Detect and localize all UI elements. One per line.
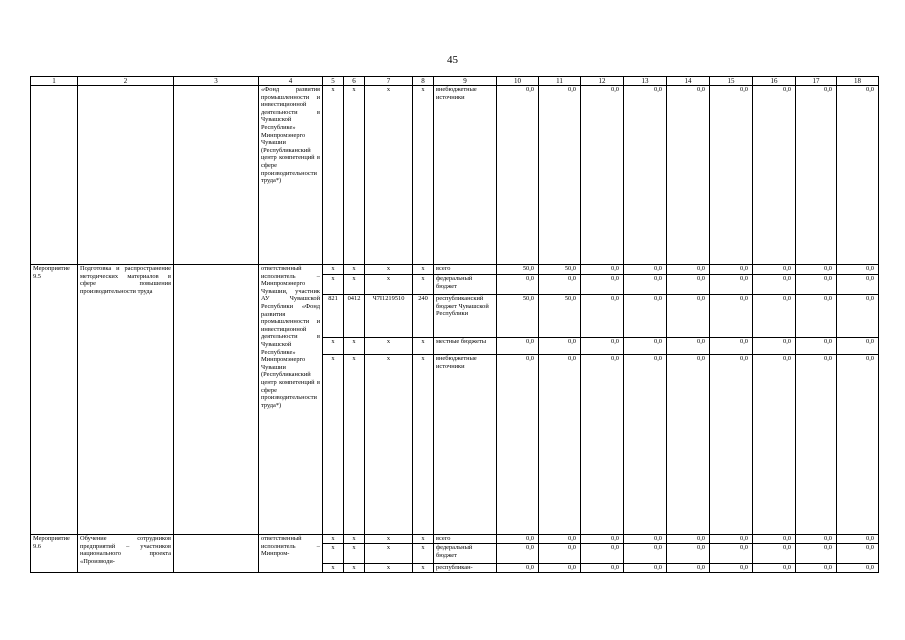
cell-amount: 0,0	[539, 338, 581, 355]
column-header: 13	[624, 77, 667, 86]
cell-amount: 0,0	[710, 355, 753, 535]
cell-amount: 0,0	[624, 355, 667, 535]
cell-col3-empty	[174, 535, 259, 573]
cell-target-article: x	[365, 338, 413, 355]
cell-amount: 0,0	[497, 338, 539, 355]
header-row	[31, 77, 879, 86]
cell-amount: 0,0	[710, 275, 753, 295]
cell-section: 0412	[344, 295, 365, 338]
cell-amount: 0,0	[796, 338, 837, 355]
column-header: 8	[413, 77, 434, 86]
cell-amount: 0,0	[837, 564, 879, 573]
cell-amount: 0,0	[837, 535, 879, 544]
column-header: 18	[837, 77, 879, 86]
cell-amount: 0,0	[710, 338, 753, 355]
cell-funding-source: всего	[434, 535, 497, 544]
cell-amount: 0,0	[581, 265, 624, 275]
column-header: 11	[539, 77, 581, 86]
column-header: 4	[259, 77, 323, 86]
cell-section: x	[344, 275, 365, 295]
cell-grbs: x	[323, 355, 344, 535]
cell-executor: ответственный исполнитель – Минпромэнерго Чувашии, участник АУ Чувашской Республики «Фонд развития промышленности и инвестиционной деятельности в Чувашской Республике» Минпромэнерго Чувашии (Республиканский центр компетенций в сфере производительности труда*)	[259, 265, 323, 535]
column-header: 7	[365, 77, 413, 86]
cell-grbs: x	[323, 265, 344, 275]
cell-funding-source: внебюджетные источники	[434, 86, 497, 265]
cell-executor: ответственный исполнитель – Минпром-	[259, 535, 323, 573]
column-header: 5	[323, 77, 344, 86]
cell-grbs: x	[323, 338, 344, 355]
cell-amount: 0,0	[796, 355, 837, 535]
cell-amount: 0,0	[624, 564, 667, 573]
cell-amount: 0,0	[796, 265, 837, 275]
cell-amount: 0,0	[667, 564, 710, 573]
cell-amount: 0,0	[837, 86, 879, 265]
cell-expense-group: x	[413, 544, 434, 564]
cell-amount: 0,0	[667, 275, 710, 295]
cell-amount: 0,0	[497, 544, 539, 564]
cell-target-article: x	[365, 86, 413, 265]
cell-amount: 0,0	[581, 535, 624, 544]
page-number: 45	[447, 54, 458, 66]
cell-expense-group: x	[413, 265, 434, 275]
column-header: 6	[344, 77, 365, 86]
cell-section: x	[344, 564, 365, 573]
cell-amount: 0,0	[497, 275, 539, 295]
cell-expense-group: x	[413, 564, 434, 573]
cell-amount: 0,0	[539, 86, 581, 265]
column-header: 12	[581, 77, 624, 86]
cell-amount: 0,0	[753, 86, 796, 265]
cell-amount: 0,0	[667, 338, 710, 355]
cell-amount: 0,0	[624, 265, 667, 275]
cell-amount: 50,0	[497, 295, 539, 338]
cell-expense-group: x	[413, 355, 434, 535]
cell-section: x	[344, 265, 365, 275]
cell-expense-group: x	[413, 338, 434, 355]
cell-grbs: x	[323, 544, 344, 564]
column-header: 2	[78, 77, 174, 86]
cell-amount: 0,0	[753, 564, 796, 573]
cell-amount: 0,0	[667, 535, 710, 544]
cell-measure-empty	[31, 86, 78, 265]
cell-target-article: x	[365, 564, 413, 573]
cell-section: x	[344, 535, 365, 544]
column-header: 10	[497, 77, 539, 86]
cell-grbs: x	[323, 535, 344, 544]
table-row	[31, 86, 879, 265]
cell-amount: 0,0	[753, 338, 796, 355]
cell-amount: 0,0	[624, 338, 667, 355]
cell-amount: 0,0	[837, 295, 879, 338]
cell-amount: 0,0	[753, 295, 796, 338]
cell-amount: 0,0	[581, 355, 624, 535]
cell-amount: 0,0	[624, 535, 667, 544]
table-row	[31, 535, 879, 544]
cell-amount: 0,0	[624, 86, 667, 265]
cell-amount: 0,0	[539, 535, 581, 544]
cell-expense-group: 240	[413, 295, 434, 338]
cell-expense-group: x	[413, 535, 434, 544]
column-header: 1	[31, 77, 78, 86]
cell-name-empty	[78, 86, 174, 265]
cell-funding-source: всего	[434, 265, 497, 275]
cell-amount: 0,0	[796, 275, 837, 295]
cell-col3-empty	[174, 265, 259, 535]
cell-expense-group: x	[413, 86, 434, 265]
cell-target-article: x	[365, 265, 413, 275]
cell-amount: 0,0	[581, 86, 624, 265]
cell-section: x	[344, 86, 365, 265]
cell-amount: 0,0	[667, 544, 710, 564]
cell-amount: 0,0	[837, 275, 879, 295]
cell-amount: 0,0	[581, 338, 624, 355]
cell-amount: 50,0	[497, 265, 539, 275]
table-row	[31, 265, 879, 275]
cell-expense-group: x	[413, 275, 434, 295]
cell-amount: 0,0	[837, 544, 879, 564]
cell-target-article: Ч7I1219510	[365, 295, 413, 338]
cell-funding-source: местные бюджеты	[434, 338, 497, 355]
cell-measure-number: Мероприятие 9.5	[31, 265, 78, 535]
cell-amount: 0,0	[753, 544, 796, 564]
cell-amount: 0,0	[581, 295, 624, 338]
cell-amount: 0,0	[497, 355, 539, 535]
cell-amount: 0,0	[710, 564, 753, 573]
cell-amount: 50,0	[539, 295, 581, 338]
cell-funding-source: республикан-	[434, 564, 497, 573]
column-header: 9	[434, 77, 497, 86]
cell-grbs: x	[323, 86, 344, 265]
cell-amount: 0,0	[710, 295, 753, 338]
cell-amount: 0,0	[497, 535, 539, 544]
cell-grbs: 821	[323, 295, 344, 338]
cell-amount: 0,0	[667, 355, 710, 535]
cell-amount: 0,0	[581, 275, 624, 295]
cell-funding-source: федеральный бюджет	[434, 544, 497, 564]
cell-target-article: x	[365, 355, 413, 535]
cell-amount: 0,0	[837, 338, 879, 355]
cell-amount: 0,0	[796, 295, 837, 338]
cell-amount: 50,0	[539, 265, 581, 275]
cell-funding-source: республиканский бюджет Чувашской Республики	[434, 295, 497, 338]
cell-amount: 0,0	[753, 535, 796, 544]
cell-section: x	[344, 544, 365, 564]
cell-section: x	[344, 338, 365, 355]
cell-target-article: x	[365, 275, 413, 295]
cell-amount: 0,0	[796, 86, 837, 265]
cell-amount: 0,0	[710, 265, 753, 275]
cell-amount: 0,0	[753, 265, 796, 275]
cell-col3-empty	[174, 86, 259, 265]
cell-amount: 0,0	[667, 265, 710, 275]
cell-amount: 0,0	[624, 544, 667, 564]
column-header: 16	[753, 77, 796, 86]
cell-amount: 0,0	[796, 544, 837, 564]
cell-funding-source: внебюджетные источники	[434, 355, 497, 535]
cell-executor: «Фонд развития промышленности и инвестиционной деятельности в Чувашской Республике» Минпромэнерго Чувашии (Республиканский центр компетенций в сфере производительности труда*)	[259, 86, 323, 265]
cell-amount: 0,0	[796, 535, 837, 544]
cell-amount: 0,0	[837, 355, 879, 535]
cell-amount: 0,0	[710, 544, 753, 564]
cell-grbs: x	[323, 564, 344, 573]
column-header: 3	[174, 77, 259, 86]
cell-grbs: x	[323, 275, 344, 295]
cell-amount: 0,0	[753, 355, 796, 535]
cell-amount: 0,0	[710, 535, 753, 544]
cell-measure-name: Обучение сотрудников предприятий – участников национального проекта «Производи-	[78, 535, 174, 573]
cell-amount: 0,0	[624, 275, 667, 295]
cell-amount: 0,0	[539, 355, 581, 535]
budget-table	[30, 76, 879, 573]
column-header: 17	[796, 77, 837, 86]
cell-amount: 0,0	[710, 86, 753, 265]
cell-amount: 0,0	[796, 564, 837, 573]
column-header: 15	[710, 77, 753, 86]
cell-amount: 0,0	[667, 295, 710, 338]
cell-amount: 0,0	[539, 275, 581, 295]
cell-target-article: x	[365, 535, 413, 544]
cell-amount: 0,0	[539, 564, 581, 573]
cell-amount: 0,0	[667, 86, 710, 265]
cell-measure-name: Подготовка и распространение методических материалов в сфере повышения производительности труда	[78, 265, 174, 535]
cell-section: x	[344, 355, 365, 535]
column-header: 14	[667, 77, 710, 86]
cell-amount: 0,0	[581, 544, 624, 564]
cell-funding-source: федеральный бюджет	[434, 275, 497, 295]
cell-amount: 0,0	[581, 564, 624, 573]
cell-amount: 0,0	[753, 275, 796, 295]
cell-measure-number: Мероприятие 9.6	[31, 535, 78, 573]
cell-amount: 0,0	[624, 295, 667, 338]
cell-amount: 0,0	[837, 265, 879, 275]
cell-amount: 0,0	[497, 86, 539, 265]
cell-amount: 0,0	[539, 544, 581, 564]
cell-target-article: x	[365, 544, 413, 564]
cell-amount: 0,0	[497, 564, 539, 573]
